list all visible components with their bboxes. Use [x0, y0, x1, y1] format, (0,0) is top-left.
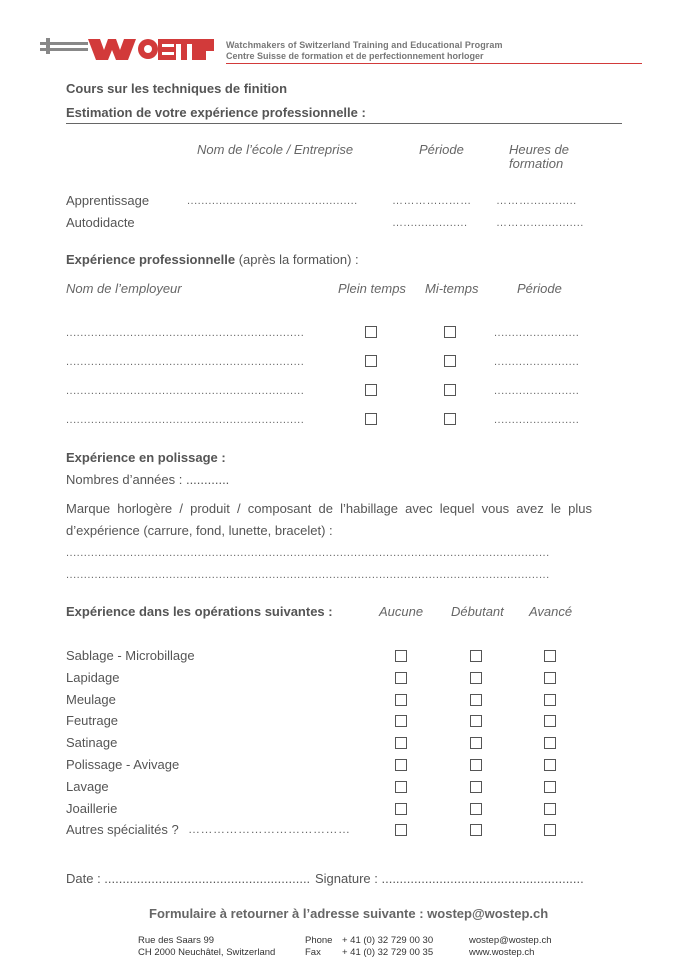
operation-label: Sablage - Microbillage [66, 648, 195, 663]
none-checkbox[interactable] [395, 672, 407, 684]
employer-field[interactable]: ................................................................... [66, 385, 305, 397]
row-label-apprentissage: Apprentissage [66, 193, 150, 208]
col-period: Période [419, 142, 464, 157]
operation-label: Meulage [66, 692, 116, 707]
col-full-time: Plein temps [338, 281, 406, 296]
address-street: Rue des Saars 99 [138, 935, 215, 946]
none-checkbox[interactable] [395, 694, 407, 706]
beginner-checkbox[interactable] [470, 824, 482, 836]
beginner-checkbox[interactable] [470, 715, 482, 727]
advanced-checkbox[interactable] [544, 803, 556, 815]
full-time-checkbox[interactable] [365, 326, 377, 338]
none-checkbox[interactable] [395, 803, 407, 815]
title-rule [66, 123, 622, 124]
half-time-checkbox[interactable] [444, 355, 456, 367]
col-none: Aucune [379, 604, 424, 619]
full-time-checkbox[interactable] [365, 384, 377, 396]
header-line-2: Centre Suisse de formation et de perfectionnement horloger [226, 51, 484, 61]
beginner-checkbox[interactable] [470, 781, 482, 793]
none-checkbox[interactable] [395, 650, 407, 662]
col-school: Nom de l’école / Entreprise [197, 142, 354, 157]
operation-label: Lapidage [66, 670, 120, 685]
pro-period-field[interactable]: ........................ [494, 327, 580, 339]
logo [40, 36, 215, 62]
advanced-checkbox[interactable] [544, 715, 556, 727]
half-time-checkbox[interactable] [444, 384, 456, 396]
none-checkbox[interactable] [395, 824, 407, 836]
row-label-autodidacte: Autodidacte [66, 215, 135, 230]
beginner-checkbox[interactable] [470, 672, 482, 684]
col-hours-2: formation [509, 156, 564, 171]
none-checkbox[interactable] [395, 781, 407, 793]
return-instructions: Formulaire à retourner à l’adresse suivante : wostep@wostep.ch [149, 906, 549, 921]
none-checkbox[interactable] [395, 759, 407, 771]
phone-number: + 41 (0) 32 729 00 30 [342, 935, 434, 946]
col-half-time: Mi-temps [425, 281, 479, 296]
pro-period-field[interactable]: ........................ [494, 356, 580, 368]
col-hours-1: Heures de [509, 142, 569, 157]
beginner-checkbox[interactable] [470, 737, 482, 749]
operation-label: Autres spécialités ? [66, 822, 179, 837]
pro-heading-rest: (après la formation) : [238, 252, 359, 267]
polish-heading: Expérience en polissage : [66, 450, 226, 465]
phone-label: Phone [305, 935, 333, 946]
operation-label: Polissage - Avivage [66, 757, 180, 772]
advanced-checkbox[interactable] [544, 824, 556, 836]
autodidacte-hours-field[interactable]: ………............... [496, 217, 584, 229]
header-line-1: Watchmakers of Switzerland Training and Educational Program [226, 40, 503, 50]
operation-label: Lavage [66, 779, 109, 794]
apprentissage-period-field[interactable]: …………...…… [392, 195, 472, 207]
website-link[interactable]: www.wostep.ch [469, 947, 535, 958]
operation-label: Joaillerie [66, 801, 118, 816]
col-advanced: Avancé [529, 604, 573, 619]
half-time-checkbox[interactable] [444, 326, 456, 338]
other-specialties-field[interactable]: ………………………………… [188, 822, 351, 836]
estimation-heading: Estimation de votre expérience professionnelle : [66, 105, 366, 120]
full-time-checkbox[interactable] [365, 355, 377, 367]
autodidacte-period-field[interactable]: ….................. [392, 217, 468, 229]
col-pro-period: Période [517, 281, 562, 296]
apprentissage-school-field[interactable]: ................................................ [187, 195, 358, 207]
ops-heading: Expérience dans les opérations suivantes : [66, 604, 333, 619]
half-time-checkbox[interactable] [444, 413, 456, 425]
advanced-checkbox[interactable] [544, 672, 556, 684]
beginner-checkbox[interactable] [470, 803, 482, 815]
col-employer: Nom de l’employeur [66, 281, 182, 296]
employer-field[interactable]: ................................................................... [66, 327, 305, 339]
polish-para-2: d’expérience (carrure, fond, lunette, bracelet) : [66, 523, 333, 538]
employer-field[interactable]: ................................................................... [66, 414, 305, 426]
polish-line-2[interactable]: ........................................................................................................................................ [66, 569, 550, 581]
pro-heading [66, 252, 359, 267]
email-link[interactable]: wostep@wostep.ch [469, 935, 552, 946]
beginner-checkbox[interactable] [470, 759, 482, 771]
pro-period-field[interactable]: ........................ [494, 414, 580, 426]
fax-label: Fax [305, 947, 321, 958]
operation-label: Satinage [66, 735, 118, 750]
pro-period-field[interactable]: ........................ [494, 385, 580, 397]
employer-field[interactable]: ................................................................... [66, 356, 305, 368]
beginner-checkbox[interactable] [470, 694, 482, 706]
address-city: CH 2000 Neuchâtel, Switzerland [138, 947, 276, 958]
col-beginner: Débutant [451, 604, 504, 619]
advanced-checkbox[interactable] [544, 781, 556, 793]
beginner-checkbox[interactable] [470, 650, 482, 662]
operation-label: Feutrage [66, 713, 119, 728]
full-time-checkbox[interactable] [365, 413, 377, 425]
fax-number: + 41 (0) 32 729 00 35 [342, 947, 434, 958]
pro-heading-bold: Expérience professionnelle [66, 252, 236, 267]
advanced-checkbox[interactable] [544, 694, 556, 706]
header-rule [226, 63, 642, 64]
none-checkbox[interactable] [395, 715, 407, 727]
polish-line-1[interactable]: ........................................................................................................................................ [66, 547, 550, 559]
apprentissage-hours-field[interactable]: ………............. [496, 195, 577, 207]
signature-field[interactable]: Signature : ........................................................ [315, 871, 584, 886]
none-checkbox[interactable] [395, 737, 407, 749]
polish-para-1: Marque horlogère / produit / composant de l’habillage avec lequel vous avez le plus [66, 501, 592, 516]
advanced-checkbox[interactable] [544, 650, 556, 662]
polish-years[interactable]: Nombres d’années : ............ [66, 472, 230, 487]
advanced-checkbox[interactable] [544, 759, 556, 771]
date-field[interactable]: Date : ......................................................... [66, 871, 311, 886]
page-title: Cours sur les techniques de finition [66, 81, 288, 96]
advanced-checkbox[interactable] [544, 737, 556, 749]
